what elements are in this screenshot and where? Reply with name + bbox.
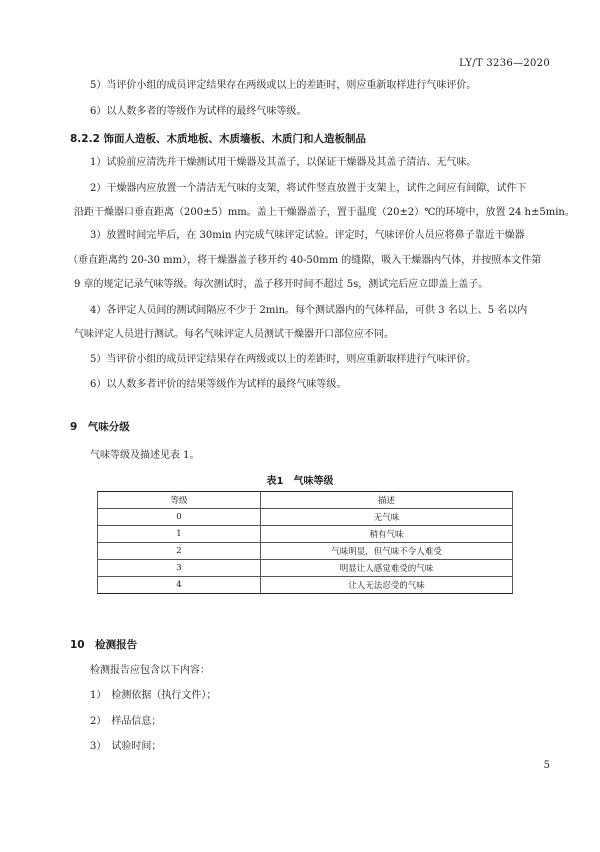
table-row (98, 543, 513, 560)
section-8-2-2-item-3-line-1: 3）放置时间完毕后，在 30min 内完成气味评定试验。评定时，气味评价人员应将鼻子靠近干燥器 (90, 230, 525, 241)
table-row (98, 509, 513, 526)
section-8-2-2-item-3-line-3: 9 章的规定记录气味等级。每次测试时，盖子移开时间不超过 5s，测试完后应立即盖上盖子。 (74, 279, 489, 290)
section-10-intro: 检测报告应包含以下内容： (90, 665, 210, 676)
table-row (98, 560, 513, 577)
table-header-row (98, 492, 513, 509)
description-cell: 明显让人感觉难受的气味 (261, 560, 513, 577)
header-grade: 等级 (98, 492, 261, 509)
section-8-2-2-title: 8.2.2 饰面人造板、木质地板、木质墙板、木质门和人造板制品 (70, 133, 367, 145)
section-9-intro: 气味等级及描述见表 1。 (90, 450, 200, 461)
description-cell: 让人无法忍受的气味 (261, 577, 513, 594)
grade-cell: 0 (98, 509, 261, 526)
description-cell: 稍有气味 (261, 526, 513, 543)
table-caption: 表1 气味等级 (266, 476, 334, 487)
top-item-5: 5）当评价小组的成员评定结果存在两级或以上的差距时，则应重新取样进行气味评价。 (90, 80, 477, 91)
description-cell: 气味明显，但气味不令人难受 (261, 543, 513, 560)
section-8-2-2-item-1: 1）试验前应清洗并干燥测试用干燥器及其盖子，以保证干燥器及其盖子清洁、无气味。 (90, 157, 477, 168)
table-row (98, 526, 513, 543)
section-8-2-2-item-2-line-1: 2）干燥器内应放置一个清洁无气味的支架，将试件竖直放置于支架上，试件之间应有间隙，试件下 (90, 183, 527, 194)
odor-grade-table (97, 491, 513, 594)
grade-cell: 3 (98, 560, 261, 577)
grade-cell: 1 (98, 526, 261, 543)
report-item-1: 1） 检测依据（执行文件）； (90, 690, 217, 701)
report-item-3: 3） 试验时间； (90, 741, 162, 752)
top-item-6: 6）以人数多者的等级作为试样的最终气味等级。 (90, 106, 307, 117)
section-8-2-2-item-3-line-2: （垂直距离约 20-30 mm），将干燥器盖子移开约 40-50mm 的缝隙，吸入干燥器内气体，并按照本文件第 (68, 255, 542, 266)
standard-code: LY/T 3236—2020 (459, 58, 550, 69)
section-8-2-2-item-2-line-2: 沿距干燥器口垂直距离（200±5）mm。盖上干燥器盖子，置于温度（20±2）℃的环境中，放置 24 h±5min。 (74, 207, 575, 218)
report-item-2: 2） 样品信息； (90, 716, 162, 727)
grade-cell: 4 (98, 577, 261, 594)
section-8-2-2-item-6: 6）以人数多者评价的结果等级作为试样的最终气味等级。 (90, 379, 347, 390)
section-8-2-2-item-4-line-2: 气味评定人员进行测试。每名气味评定人员测试干燥器开口部位应不同。 (74, 329, 394, 340)
page-number: 5 (543, 760, 550, 771)
section-8-2-2-item-5: 5）当评价小组的成员评定结果存在两级或以上的差距时，则应重新取样进行气味评价。 (90, 354, 477, 365)
section-8-2-2-item-4-line-1: 4）各评定人员间的测试间隔应不少于 2min。每个测试器内的气体样品，可供 3 名以上、5 名以内 (90, 305, 528, 316)
section-10-title: 10 检测报告 (70, 639, 138, 651)
description-cell: 无气味 (261, 509, 513, 526)
header-description: 描述 (261, 492, 513, 509)
grade-cell: 2 (98, 543, 261, 560)
table-row (98, 577, 513, 594)
section-9-title: 9 气味分级 (70, 421, 130, 433)
